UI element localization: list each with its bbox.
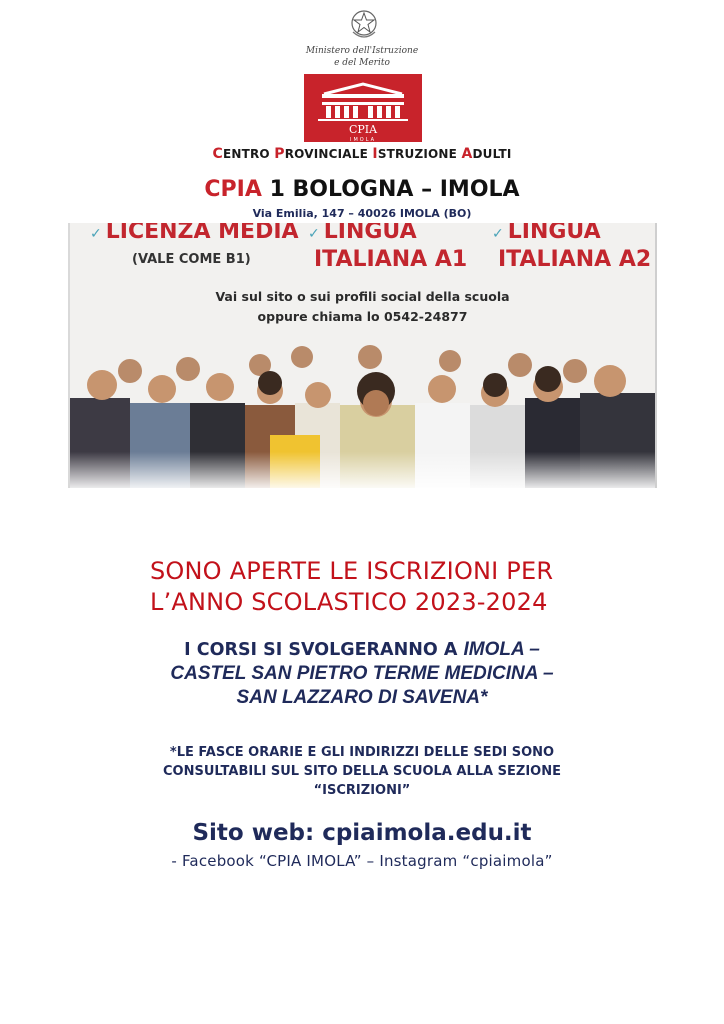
- schedule-note: [0, 743, 724, 800]
- cpia-logo: [304, 74, 422, 142]
- check-icon: ✓: [492, 226, 504, 242]
- centro-word-4: DULTI: [472, 147, 512, 161]
- course-subtitle: (VALE COME B1): [132, 252, 251, 267]
- check-icon: ✓: [308, 226, 320, 242]
- centro-word-1: ENTRO: [222, 147, 270, 161]
- course-subtitle: ITALIANA A2: [498, 247, 652, 272]
- note-line-2: CONSULTABILI SUL SITO DELLA SCUOLA ALLA SEZIONE: [163, 764, 561, 779]
- school-title: [0, 177, 724, 202]
- location-2: CASTEL SAN PIETRO TERME MEDICINA –: [170, 663, 554, 684]
- enrollment-headline: [150, 556, 553, 618]
- school-title-cpia: CPIA: [204, 177, 262, 202]
- logo-text: CPIA: [348, 123, 378, 136]
- course-title: LINGUA: [323, 223, 417, 244]
- school-full-name: [0, 146, 724, 162]
- website-link[interactable]: Sito web: cpiaimola.edu.it: [192, 820, 532, 846]
- logo-subtext: IMOLA: [349, 137, 377, 142]
- centro-word-2: ROVINCIALE: [284, 147, 369, 161]
- poster-info-line-2: oppure chiama lo 0542-24877: [257, 309, 468, 324]
- school-address: Via Emilia, 147 – 40026 IMOLA (BO): [252, 207, 472, 220]
- course-item: [308, 223, 467, 273]
- course-subtitle: ITALIANA A1: [314, 247, 468, 272]
- locations-prefix: I CORSI SI SVOLGERANNO A: [184, 640, 464, 660]
- note-line-3: “ISCRIZIONI”: [313, 783, 411, 798]
- school-title-rest: 1 BOLOGNA – IMOLA: [269, 177, 520, 202]
- italian-republic-emblem-icon: [349, 8, 379, 42]
- location-3: SAN LAZZARO DI SAVENA*: [236, 687, 488, 708]
- headline-line-2: L’ANNO SCOLASTICO 2023-2024: [150, 588, 548, 616]
- ministry-line-2: e del Merito: [334, 58, 390, 68]
- ministry-line-1: Ministero dell'Istruzione: [305, 46, 419, 56]
- course-locations: [0, 638, 724, 710]
- location-1: IMOLA –: [463, 639, 540, 660]
- course-item: [492, 223, 651, 273]
- course-title: LINGUA: [507, 223, 601, 244]
- course-item: [90, 223, 299, 273]
- course-title: LICENZA MEDIA: [105, 223, 299, 244]
- cpia-building-logo-icon: [304, 74, 422, 142]
- headline-line-1: SONO APERTE LE ISCRIZIONI PER: [150, 557, 554, 585]
- poster-contact-info: [70, 287, 655, 327]
- centro-cap-i: I: [372, 146, 378, 162]
- centro-cap-p: P: [274, 146, 285, 162]
- note-line-1: *LE FASCE ORARIE E GLI INDIRIZZI DELLE SEDI SONO: [169, 745, 555, 760]
- centro-word-3: STRUZIONE: [377, 147, 458, 161]
- ministry-name: [0, 45, 724, 69]
- centro-cap-a: A: [461, 146, 473, 162]
- people-group-photo: [70, 343, 655, 488]
- poster-info-line-1: Vai sul sito o sui profili social della scuola: [215, 289, 510, 304]
- social-links[interactable]: - Facebook “CPIA IMOLA” – Instagram “cpiaimola”: [171, 852, 553, 870]
- courses-poster: [68, 223, 657, 488]
- check-icon: ✓: [90, 226, 102, 242]
- centro-cap-c: C: [212, 146, 223, 162]
